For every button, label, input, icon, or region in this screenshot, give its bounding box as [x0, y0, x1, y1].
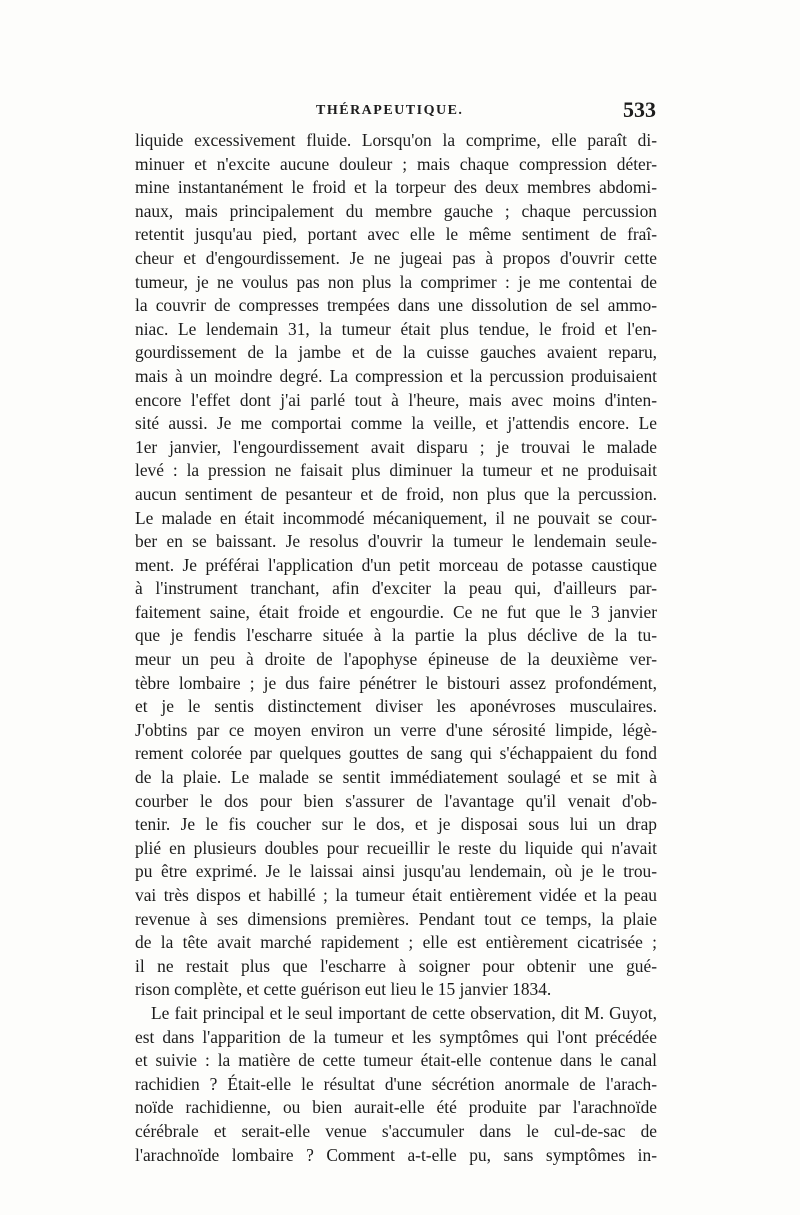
text-line: gourdissement de la jambe et de la cuisse gauches avaient reparu, — [135, 342, 657, 363]
text-line: encore l'effet dont j'ai parlé tout à l'heure, mais avec moins d'inten- — [135, 389, 657, 410]
text-line: tenir. Je le fis coucher sur le dos, et je disposai sous lui un drap — [135, 814, 657, 835]
page-number: 533 — [623, 97, 656, 122]
text-line: tumeur, je ne voulus pas non plus la comprimer : je me contentai de — [135, 271, 657, 292]
text-line: cheur et d'engourdissement. Je ne jugeai pas à propos d'ouvrir cette — [135, 247, 657, 268]
text-line: levé : la pression ne faisait plus diminuer la tumeur et ne produisait — [135, 460, 657, 481]
text-line: 1er janvier, l'engourdissement avait disparu ; je trouvai le malade — [135, 436, 657, 457]
text-line: mais à un moindre degré. La compression et la percussion produisaient — [135, 365, 657, 386]
running-head: THÉRAPEUTIQUE. — [316, 103, 464, 118]
text-line: l'arachnoïde lombaire ? Comment a-t-elle pu, sans symptômes in- — [135, 1144, 657, 1165]
text-line: faitement saine, était froide et engourdie. Ce ne fut que le 3 janvier — [135, 601, 657, 622]
text-line: sité aussi. Je me comportai comme la veille, et j'attendis encore. Le — [135, 413, 657, 434]
text-line: ment. Je préférai l'application d'un petit morceau de potasse caustique — [135, 554, 657, 575]
text-line: retentit jusqu'au pied, portant avec elle le même sentiment de fraî- — [135, 224, 657, 245]
text-line: niac. Le lendemain 31, la tumeur était plus tendue, le froid et l'en- — [135, 318, 657, 339]
text-line: aucun sentiment de pesanteur et de froid, non plus que la percussion. — [135, 483, 657, 504]
text-line: rement colorée par quelques gouttes de sang qui s'échappaient du fond — [135, 743, 657, 764]
text-line: pu être exprimé. Je le laissai ainsi jusqu'au lendemain, où je le trou- — [135, 861, 657, 882]
text-line: J'obtins par ce moyen environ un verre d'une sérosité limpide, légè- — [135, 719, 657, 740]
text-line: que je fendis l'escharre située à la partie la plus déclive de la tu- — [135, 625, 657, 646]
text-line: cérébrale et serait-elle venue s'accumuler dans le cul-de-sac de — [135, 1120, 657, 1141]
text-line: ber en se baissant. Je resolus d'ouvrir la tumeur le lendemain seule- — [135, 531, 657, 552]
text-line: liquide excessivement fluide. Lorsqu'on la comprime, elle paraît di- — [135, 130, 657, 150]
text-line: rachidien ? Était-elle le résultat d'une sécrétion anormale de l'arach- — [135, 1073, 657, 1094]
text-line: Le malade en était incommodé mécaniquement, il ne pouvait se cour- — [135, 507, 657, 528]
text-line: Le fait principal et le seul important de cette observation, dit M. Guyot, — [151, 1002, 657, 1023]
text-line: et je le sentis distinctement diviser les aponévroses musculaires. — [135, 696, 657, 717]
text-line: est dans l'apparition de la tumeur et les symptômes qui l'ont précédée — [135, 1026, 657, 1047]
text-line: naux, mais principalement du membre gauche ; chaque percussion — [135, 200, 657, 221]
text-line: la couvrir de compresses trempées dans une dissolution de sel ammo- — [135, 295, 657, 316]
text-line: meur un peu à droite de l'apophyse épineuse de la deuxième ver- — [135, 649, 657, 670]
text-line: courber le dos pour bien s'assurer de l'avantage qu'il venait d'ob- — [135, 790, 657, 811]
text-line: noïde rachidienne, ou bien aurait-elle été produite par l'arachnoïde — [135, 1097, 657, 1118]
text-line: il ne restait plus que l'escharre à soigner pour obtenir une gué- — [135, 955, 657, 976]
text-line: plié en plusieurs doubles pour recueillir le reste du liquide qui n'avait — [135, 837, 657, 858]
text-line: à l'instrument tranchant, afin d'exciter la peau qui, d'ailleurs par- — [135, 578, 657, 599]
text-line: revenue à ses dimensions premières. Pendant tout ce temps, la plaie — [135, 908, 657, 929]
text-line: vai très dispos et habillé ; la tumeur était entièrement vidée et la peau — [135, 885, 657, 905]
text-line: de la tête avait marché rapidement ; elle est entièrement cicatrisée ; — [135, 932, 657, 953]
text-line: mine instantanément le froid et la torpeur des deux membres abdomi- — [135, 177, 657, 198]
text-line: minuer et n'excite aucune douleur ; mais chaque compression déter- — [135, 153, 657, 174]
body-text — [135, 129, 657, 1167]
text-line: tèbre lombaire ; je dus faire pénétrer le bistouri assez profondément, — [135, 672, 657, 693]
text-line: et suivie : la matière de cette tumeur était-elle contenue dans le canal — [135, 1050, 657, 1071]
text-line: rison complète, et cette guérison eut lieu le 15 janvier 1834. — [135, 979, 552, 1000]
text-line: de la plaie. Le malade se sentit immédiatement soulagé et se mit à — [135, 767, 657, 788]
page-header — [136, 97, 656, 127]
